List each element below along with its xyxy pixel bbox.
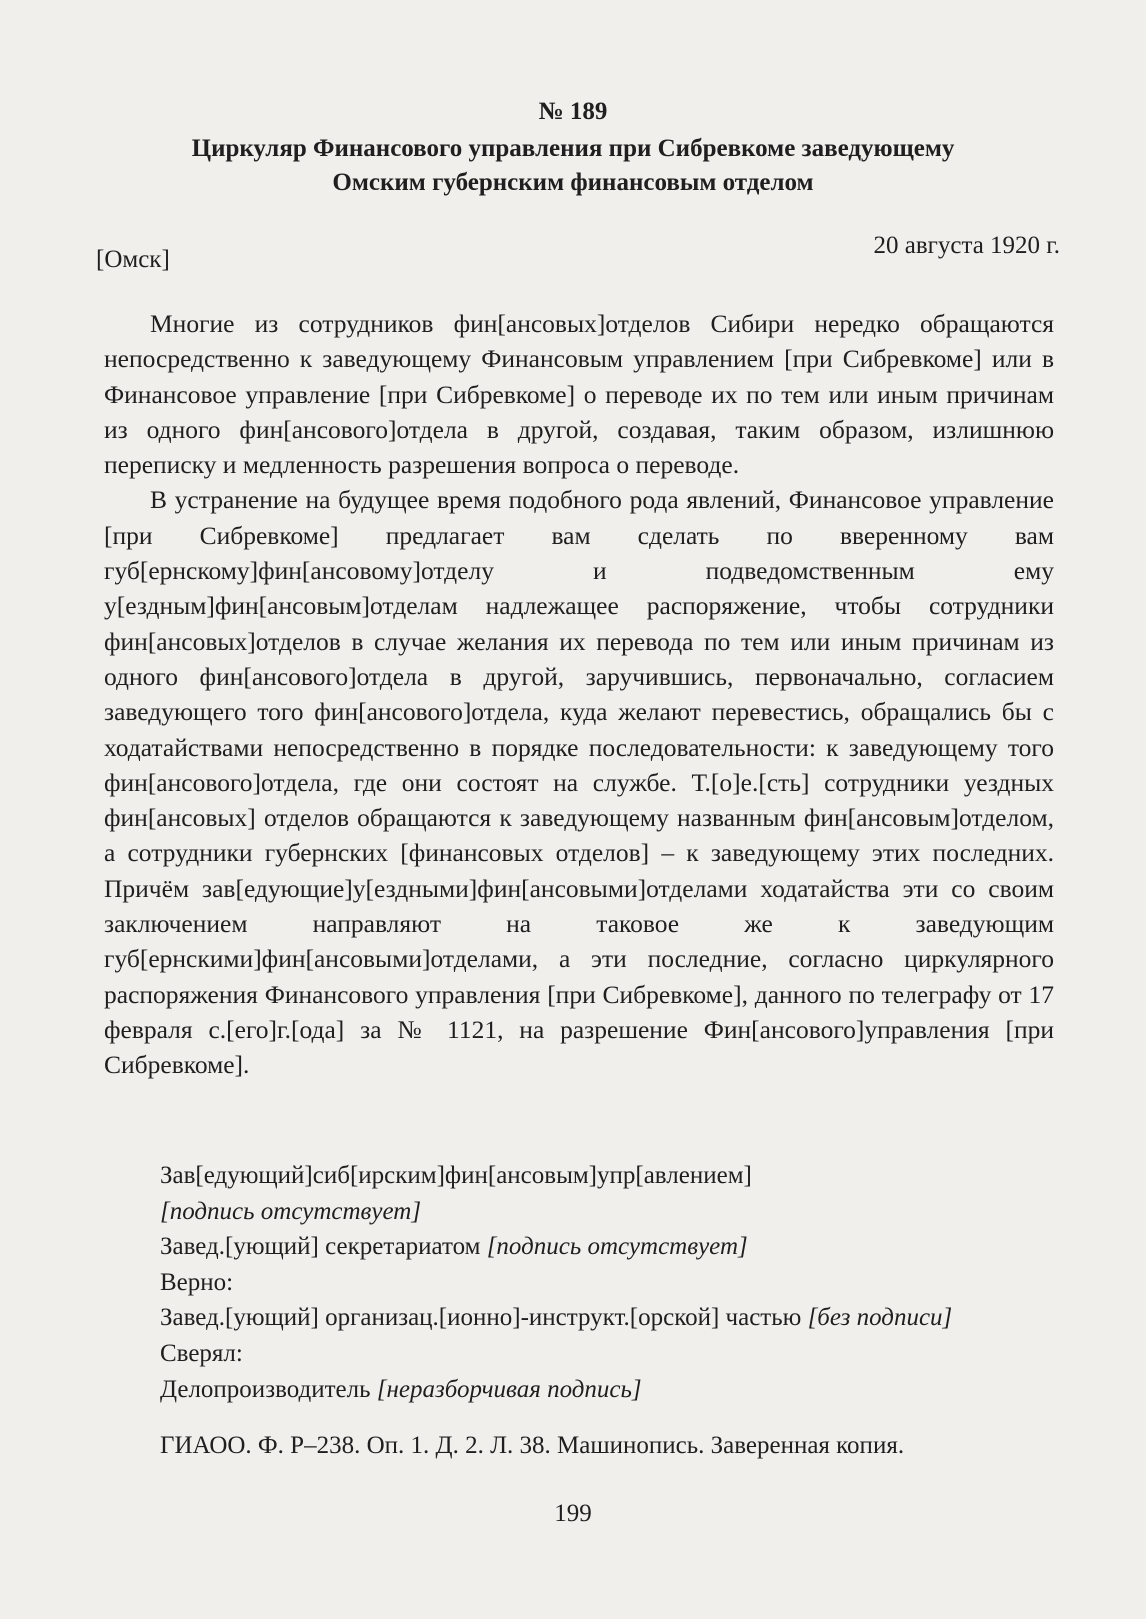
signature-secretariat-title: Завед.[ующий] секретариатом: [160, 1233, 487, 1261]
document-title: [100, 132, 1046, 200]
body-paragraph-2: В устранение на будущее время подобного рода явлений, Финансовое управление [при Сибревкоме] предлагает вам сделать по вверенному вам губ[ернскому]фин[ансовому]отделу и подведомственным ему у[ездным]фин[ансовым]отделам надлежащее распоряжение, чтобы сотрудники фин[ансовых]отделов в случае желания их перевода по тем или иным причинам из одного фин[ансового]отдела в другой, заручившись, первоначально, согласием заведующего того фин[ансового]отдела, куда желают перевестись, обращались бы с ходатайствами непосредственно в порядке последовательности: к заведующему того фин[ансового]отдела, где они состоят на службе. Т.[о]е.[сть] сотрудники уездных фин[ансовых] отделов обращаются к заведующему названным фин[ансовым]отделом, а сотрудники губернских [финансовых отделов] – к заведующему этих последних. Причём зав[едующие]у[ездными]фин[ансовыми]отделами ходатайства эти со своим заключением направляют на таковое же к заведующим губ[ернскими]фин[ансовыми]отделами, а эти последние, согласно циркулярного распоряжения Финансового управления [при Сибревкоме], данного по телеграфу от 17 февраля с.[его]г.[ода] за № 1121, на разрешение Фин[ансового]управления [при Сибревкоме].: [104, 485, 1054, 1080]
signature-clerk-note: [неразборчивая подпись]: [376, 1375, 642, 1403]
document-number: № 189: [538, 98, 608, 125]
document-title-line-1: Циркуляр Финансового управления при Сибревкоме заведующему: [191, 135, 955, 162]
body-paragraph-1: Многие из сотрудников фин[ансовых]отделов Сибири нередко обращаются непосредственно к заведующему Финансовым управлением [при Сибревкоме] или в Финансовое управление [при Сибревкоме] о переводе их по тем или иным причинам из одного фин[ансового]отдела в другой, создавая, таким образом, излишнюю переписку и медленность разрешения вопроса о переводе.: [104, 309, 1054, 480]
signature-head-title: Зав[едующий]сиб[ирским]фин[ансовым]упр[авлением]: [160, 1162, 752, 1189]
signature-org-title: Завед.[ующий] организац.[ионно]-инструкт.[орской] частью: [160, 1304, 808, 1332]
signature-clerk: [160, 1372, 1060, 1408]
checked-label: Сверял:: [160, 1339, 243, 1367]
signature-org: [160, 1300, 1060, 1336]
verified-label: Верно:: [160, 1268, 234, 1296]
page-number: 199: [554, 1500, 592, 1527]
signature-block: [160, 1158, 1060, 1407]
signature-head-note: [подпись отсутствует]: [160, 1197, 422, 1225]
document-body: [104, 306, 1054, 1083]
signature-secretariat-note: [подпись отсутствует]: [486, 1233, 748, 1261]
signature-clerk-title: Делопроизводитель: [160, 1375, 377, 1403]
signature-org-note: [без подписи]: [807, 1304, 953, 1332]
document-title-line-2: Омским губернским финансовым отделом: [332, 169, 814, 196]
document-date: 20 августа 1920 г.: [873, 232, 1060, 259]
document-place: [Омск]: [96, 246, 170, 273]
signature-secretariat: [160, 1229, 1060, 1265]
archive-reference: ГИАОО. Ф. Р–238. Оп. 1. Д. 2. Л. 38. Машинопись. Заверенная копия.: [160, 1432, 905, 1459]
